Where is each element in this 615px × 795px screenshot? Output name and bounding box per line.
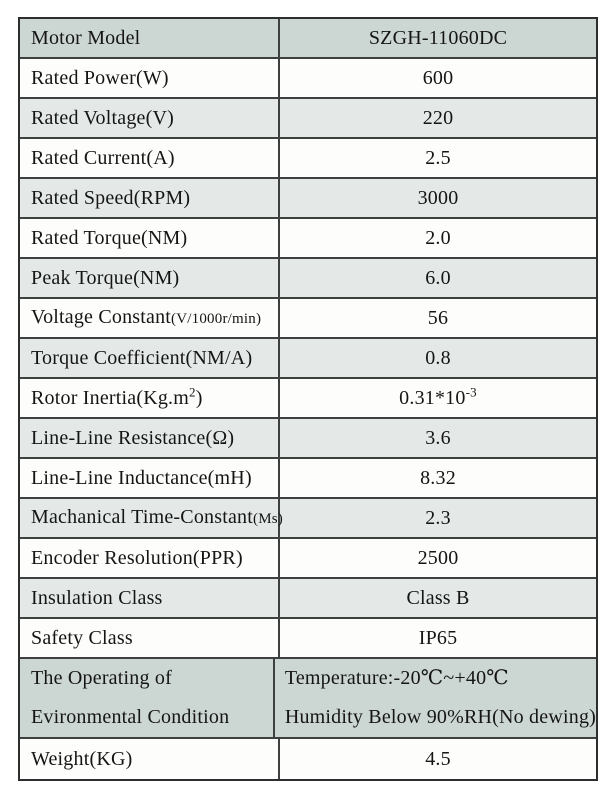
- spec-value-text: 2.3: [425, 507, 451, 529]
- spec-label-text: The Operating of: [31, 667, 172, 689]
- spec-value-line: [280, 506, 596, 530]
- table-row: [20, 99, 596, 139]
- spec-label-cell: [20, 99, 280, 137]
- spec-label-line: [31, 26, 278, 50]
- table-row: [20, 299, 596, 339]
- table-row: [20, 19, 596, 59]
- spec-label-line: [31, 626, 278, 650]
- spec-label-line: [31, 226, 278, 250]
- spec-label-text: Voltage Constant: [31, 306, 172, 328]
- spec-label-cell: [20, 219, 280, 257]
- spec-value-cell: [280, 619, 596, 657]
- spec-value-cell: [280, 139, 596, 177]
- spec-value-text: 600: [422, 67, 454, 89]
- spec-value-text: SZGH-11060DC: [368, 27, 508, 49]
- table-row: [20, 379, 596, 419]
- spec-value-cell: [280, 339, 596, 377]
- table-row: [20, 499, 596, 539]
- spec-value-cell: [280, 459, 596, 497]
- spec-label-line: [31, 266, 278, 290]
- spec-value-cell: [280, 179, 596, 217]
- spec-label-text: Peak Torque(NM): [31, 267, 180, 289]
- spec-label-line: [31, 546, 278, 570]
- spec-label-line: [31, 186, 278, 210]
- spec-label-cell: [20, 659, 275, 737]
- spec-value-text: Temperature:-20℃~+40℃: [284, 667, 509, 689]
- spec-label-text: Rated Voltage(V): [31, 107, 174, 129]
- spec-value-text: Humidity Below 90%RH(No dewing): [284, 706, 596, 728]
- spec-value-text: IP65: [418, 627, 458, 649]
- spec-value-line: [280, 266, 596, 290]
- spec-label-text: Motor Model: [31, 27, 141, 49]
- spec-label-line: [31, 659, 273, 698]
- table-row: [20, 339, 596, 379]
- spec-value-line: [280, 747, 596, 771]
- table-row: [20, 539, 596, 579]
- spec-value-text: 0.8: [425, 347, 451, 369]
- spec-value-text: Class B: [406, 587, 470, 609]
- spec-value-cell: [280, 299, 596, 337]
- spec-label-cell: [20, 379, 280, 417]
- spec-label-cell: [20, 59, 280, 97]
- spec-label-cell: [20, 539, 280, 577]
- table-row: [20, 259, 596, 299]
- spec-label-text: Machanical Time-Constant: [31, 506, 253, 528]
- spec-label-line: [31, 106, 278, 130]
- spec-label-text: 2: [189, 384, 196, 400]
- spec-value-text: 220: [422, 107, 454, 129]
- spec-label-text: Rated Current(A): [31, 147, 175, 169]
- spec-value-line: [280, 226, 596, 250]
- spec-label-line: [31, 346, 278, 370]
- spec-value-cell: [280, 59, 596, 97]
- spec-value-text: 4.5: [425, 748, 451, 770]
- spec-label-line: [31, 698, 273, 737]
- spec-label-text: (V/1000r/min): [171, 311, 262, 327]
- table-row: [20, 459, 596, 499]
- spec-label-line: [31, 66, 278, 90]
- spec-label-line: [31, 426, 278, 450]
- spec-label-line: [31, 747, 278, 771]
- spec-value-text: 3.6: [425, 427, 451, 449]
- spec-label-line: [31, 386, 278, 410]
- spec-label-text: Encoder Resolution(PPR): [31, 547, 243, 569]
- spec-value-cell: [280, 499, 596, 537]
- spec-value-text: 2.5: [425, 147, 451, 169]
- spec-value-line: [280, 586, 596, 610]
- spec-label-cell: [20, 259, 280, 297]
- spec-label-text: ): [195, 387, 203, 409]
- spec-label-cell: [20, 139, 280, 177]
- spec-label-text: Weight(KG): [31, 748, 133, 770]
- spec-label-text: Rated Power(W): [31, 67, 169, 89]
- spec-value-text: 3000: [417, 187, 459, 209]
- spec-table: [18, 17, 598, 781]
- spec-value-cell: [280, 259, 596, 297]
- spec-value-line: [280, 106, 596, 130]
- spec-label-cell: [20, 299, 280, 337]
- spec-value-line: [280, 426, 596, 450]
- spec-label-cell: [20, 339, 280, 377]
- spec-label-text: Insulation Class: [31, 587, 163, 609]
- spec-label-text: Rated Speed(RPM): [31, 187, 191, 209]
- spec-label-cell: [20, 419, 280, 457]
- spec-value-text: 2.0: [425, 227, 451, 249]
- spec-label-line: [31, 466, 278, 490]
- spec-label-text: Rotor Inertia(Kg.m: [31, 387, 190, 409]
- table-row: [20, 419, 596, 459]
- spec-label-cell: [20, 739, 280, 779]
- spec-label-text: (Ms): [253, 511, 283, 527]
- spec-label-text: Line-Line Inductance(mH): [31, 467, 252, 489]
- table-row: [20, 739, 596, 779]
- spec-value-line: [280, 26, 596, 50]
- spec-label-line: [31, 146, 278, 170]
- spec-value-line: [280, 186, 596, 210]
- spec-value-line: [285, 659, 596, 698]
- spec-value-line: [280, 466, 596, 490]
- spec-value-text: 6.0: [425, 267, 451, 289]
- table-row: [20, 659, 596, 739]
- spec-label-text: Torque Coefficient(NM/A): [31, 347, 253, 369]
- spec-value-cell: [280, 219, 596, 257]
- table-row: [20, 139, 596, 179]
- spec-value-cell: [280, 539, 596, 577]
- spec-value-cell: [280, 739, 596, 779]
- spec-label-text: Line-Line Resistance(Ω): [31, 427, 235, 449]
- spec-value-line: [280, 386, 596, 410]
- spec-value-line: [280, 146, 596, 170]
- table-row: [20, 579, 596, 619]
- spec-value-line: [280, 546, 596, 570]
- spec-value-text: 56: [427, 307, 449, 329]
- table-row: [20, 619, 596, 659]
- spec-label-cell: [20, 619, 280, 657]
- spec-value-line: [285, 698, 596, 737]
- spec-label-line: [31, 505, 283, 531]
- table-row: [20, 59, 596, 99]
- spec-label-cell: [20, 179, 280, 217]
- spec-value-cell: [280, 19, 596, 57]
- spec-label-line: [31, 305, 278, 331]
- spec-value-text: 0.31*10: [399, 387, 466, 409]
- spec-label-cell: [20, 459, 280, 497]
- spec-value-cell: [275, 659, 596, 737]
- spec-value-cell: [280, 99, 596, 137]
- spec-label-text: Safety Class: [31, 627, 133, 649]
- spec-value-line: [280, 66, 596, 90]
- table-row: [20, 179, 596, 219]
- spec-value-text: 8.32: [420, 467, 456, 489]
- spec-value-text: 2500: [417, 547, 459, 569]
- spec-value-line: [280, 626, 596, 650]
- spec-value-cell: [280, 419, 596, 457]
- spec-label-cell: [20, 19, 280, 57]
- spec-value-text: -3: [465, 384, 477, 400]
- spec-value-line: [280, 346, 596, 370]
- spec-label-cell: [20, 499, 283, 537]
- spec-label-cell: [20, 579, 280, 617]
- spec-value-cell: [280, 579, 596, 617]
- table-row: [20, 219, 596, 259]
- spec-label-text: Evironmental Condition: [31, 706, 230, 728]
- spec-value-cell: [280, 379, 596, 417]
- spec-value-line: [280, 306, 596, 330]
- spec-label-line: [31, 586, 278, 610]
- spec-label-text: Rated Torque(NM): [31, 227, 188, 249]
